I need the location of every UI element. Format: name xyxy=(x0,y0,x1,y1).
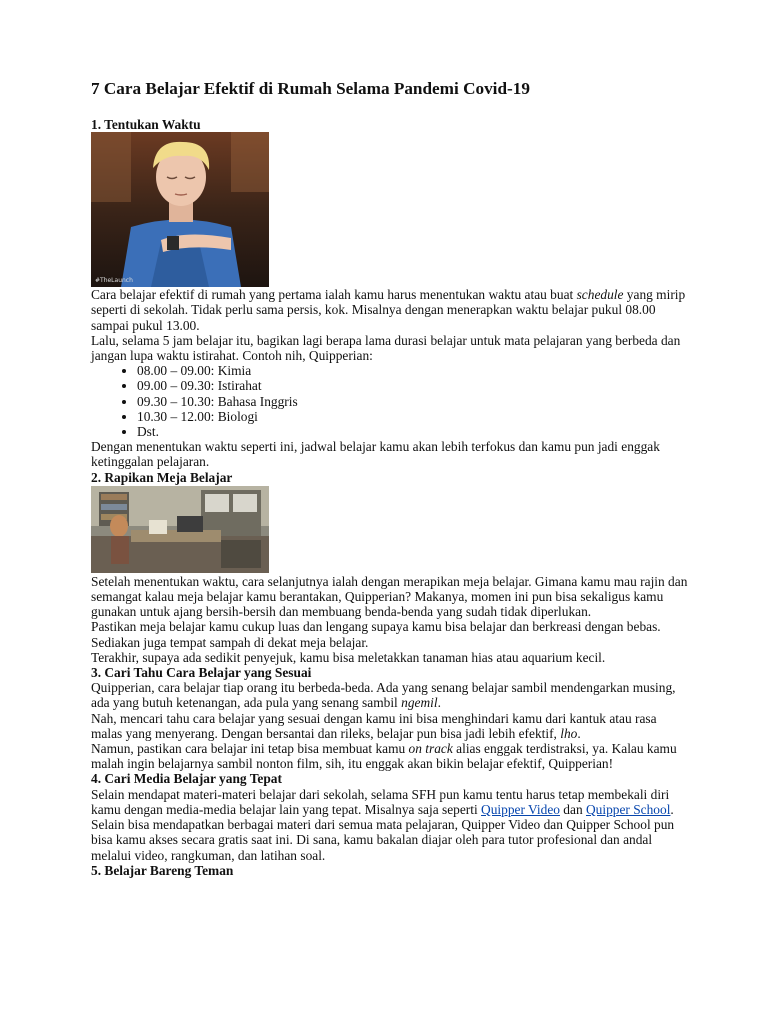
list-item: • Dst. xyxy=(137,424,691,439)
section-3-paragraph-1: Quipperian, cara belajar tiap orang itu berbeda-beda. Ada yang senang belajar sambil mendengarkan musing, ada yang butuh ketenangan, ada pula yang senang sambil ngemil. xyxy=(91,680,676,711)
person-checking-watch-image xyxy=(91,132,269,287)
section-2-paragraph-3: Terakhir, supaya ada sedikit penyejuk, kamu bisa meletakkan tanaman hias atau aquarium kecil. xyxy=(91,649,606,665)
section-1-paragraph-1: Cara belajar efektif di rumah yang pertama ialah kamu harus menentukan waktu atau buat schedule yang mirip seperti di sekolah. Tidak perlu sama persis, kok. Misalnya dengan menerapkan waktu belajar pukul 08.00 sampai pukul 13.00. xyxy=(91,287,686,333)
section-1-paragraph-2: Lalu, selama 5 jam belajar itu, bagikan lagi berapa lama durasi belajar untuk mata pelajaran yang berbeda dan jangan lupa waktu istirahat. Contoh nih, Quipperian: xyxy=(91,332,681,364)
section-3-paragraph-2: Nah, mencari tahu cara belajar yang sesuai dengan kamu ini bisa menghindari kamu dari kantuk atau rasa malas yang menyerang. Dengan bersantai dan rileks, belajar pun bisa jadi lebih efektif, lho. xyxy=(91,710,657,741)
quipper-school-link[interactable]: Quipper School xyxy=(585,801,671,817)
image-caption: #TheLaunch xyxy=(95,277,133,285)
section-4-paragraph-2: Selain bisa mendapatkan berbagai materi dari semua mata pelajaran, Quipper Video dan Quipper School pun bisa kamu akses secara gratis saat ini. Di sana, kamu bakalan diajar oleh para tutor profesional dan andal melalui video, rangkuman, dan latihan soal. xyxy=(91,817,675,863)
section-2-paragraph-2: Pastikan meja belajar kamu cukup luas dan lengang supaya kamu bisa belajar dan berkreasi dengan bebas. Sediakan juga tempat sampah di dekat meja belajar. xyxy=(91,619,661,650)
messy-desk-image xyxy=(91,486,269,573)
person-checking-watch-illustration xyxy=(91,132,269,287)
list-item: • 09.00 – 09.30: Istirahat xyxy=(137,378,691,393)
section-1-paragraph-3: Dengan menentukan waktu seperti ini, jadwal belajar kamu akan lebih terfokus dan kamu pun jadi enggak ketinggalan pelajaran. xyxy=(91,439,660,470)
section-4-heading: 4. Cari Media Belajar yang Tepat xyxy=(91,771,282,787)
article-content xyxy=(91,78,691,878)
section-3-paragraph-3: Namun, pastikan cara belajar ini tetap bisa membuat kamu on track alias enggak terdistraksi, ya. Kalau kamu malah ingin belajarnya sambil nonton film, sih, itu enggak akan bikin belajar efektif, Quipperian! xyxy=(91,741,677,772)
section-1-heading: 1. Tentukan Waktu xyxy=(91,117,201,132)
list-item: • 09.30 – 10.30: Bahasa Inggris xyxy=(137,394,691,409)
article-title: 7 Cara Belajar Efektif di Rumah Selama Pandemi Covid-19 xyxy=(91,79,530,98)
schedule-list xyxy=(91,363,691,439)
list-item: • 08.00 – 09.00: Kimia xyxy=(137,363,691,378)
section-2-paragraph-1: Setelah menentukan waktu, cara selanjutnya ialah dengan merapikan meja belajar. Gimana kamu mau rajin dan semangat kalau meja belajar kamu berantakan, Quipperian? Makanya, momen ini pun bisa sekaligus kamu gunakan untuk ajang bersih-bersih dan membuang benda-benda yang sudah tidak diperlukan. xyxy=(91,573,688,620)
section-2-heading: 2. Rapikan Meja Belajar xyxy=(91,469,233,485)
list-item: • 10.30 – 12.00: Biologi xyxy=(137,409,691,424)
messy-desk-illustration xyxy=(91,486,269,573)
section-4-paragraph-1: Selain mendapat materi-materi belajar dari sekolah, selama SFH pun kamu tentu harus tetap membekali diri kamu dengan media-media belajar lain yang tepat. Misalnya saja seperti Quipper Video dan Quipper School. xyxy=(91,786,674,817)
section-3-heading: 3. Cari Tahu Cara Belajar yang Sesuai xyxy=(91,665,312,681)
section-5-heading: 5. Belajar Bareng Teman xyxy=(91,862,234,878)
quipper-video-link[interactable]: Quipper Video xyxy=(481,801,560,817)
